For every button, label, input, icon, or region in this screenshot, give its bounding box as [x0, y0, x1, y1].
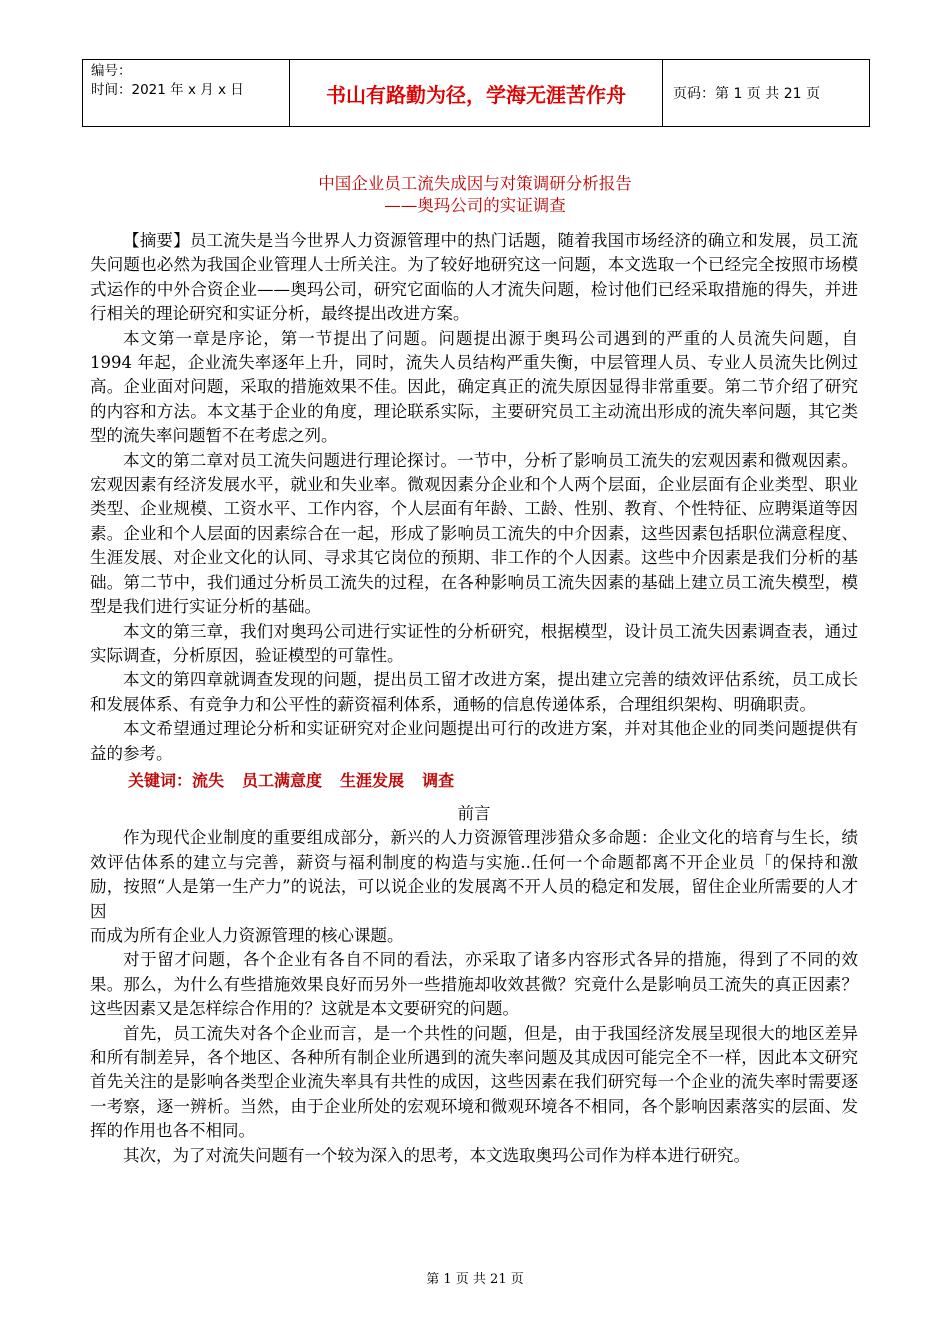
body-paragraph: 本文的第三章，我们对奥玛公司进行实证性的分析研究，根据模型，设计员工流失因素调查表，通过实际调查，分析原因，验证模型的可靠性。: [90, 621, 858, 665]
keyword: 生涯发展: [340, 770, 405, 790]
footer-page-number: 第 1 页 共 21 页: [426, 1272, 524, 1287]
body-paragraph: 本文希望通过理论分析和实证研究对企业问题提出可行的改进方案，并对其他企业的同类问题提供有益的参考。: [90, 719, 858, 763]
preface-paragraph-continued: 而成为所有企业人力资源管理的核心课题。: [90, 925, 404, 945]
document-body: [90, 229, 858, 1168]
preface-paragraph: 首先，员工流失对各个企业而言，是一个共性的问题，但是，由于我国经济发展呈现很大的地区差异和所有制差异，各个地区、各种所有制企业所遇到的流失率问题及其成因可能完全不一样，因此本文研究首先关注的是影响各类型企业流失率具有共性的成因，这些因素在我们研究每一个企业的流失率时需要逐一考察，逐一辨析。当然，由于企业所处的宏观环境和微观环境各不相同，各个影响因素落实的层面、发挥的作用也各不相同。: [90, 1023, 858, 1141]
header-meta-cell: [83, 60, 290, 127]
abstract-paragraph: 【摘要】员工流失是当今世界人力资源管理中的热门话题，随着我国市场经济的确立和发展，员工流失问题也必然为我国企业管理人士所关注。为了较好地研究这一问题，本文选取一个已经完全按照市场模式运作的中外合资企业——奥玛公司，研究它面临的人才流失问题，检讨他们已经采取措施的得失，并进行相关的理论研究和实证分析，最终提出改进方案。: [90, 231, 858, 324]
keywords-line: [90, 768, 858, 794]
keyword: 流失: [192, 770, 225, 790]
preface-heading: 前言: [457, 803, 491, 823]
document-title: 中国企业员工流失成因与对策调研分析报告: [318, 174, 632, 193]
header-table: [82, 59, 870, 127]
body-paragraph: 本文的第四章就调查发现的问题，提出员工留才改进方案，提出建立完善的绩效评估系统，员工成长和发展体系、有竞争力和公平性的薪资福利体系，通畅的信息传递体系，合理组织架构、明确职责。: [90, 670, 858, 714]
time-label: 时间：2021 年 x 月 x 日: [91, 82, 244, 98]
page-footer: [0, 1268, 950, 1287]
keywords-label: 关键词：: [128, 770, 193, 790]
body-paragraph: 本文第一章是序论，第一节提出了问题。问题提出源于奥玛公司遇到的严重的人员流失问题，自 1994 年起，企业流失率逐年上升，同时，流失人员结构严重失衡，中层管理人员、专业人员流失比例过高。企业面对问题，采取的措施效果不佳。因此，确定真正的流失原因显得非常重要。第二节介绍了研究的内容和方法。本文基于企业的角度，理论联系实际，主要研究员工主动流出形成的流失率问题，其它类型的流失率问题暂不在考虑之列。: [90, 328, 858, 446]
header-motto: 书山有路勤为径，学海无涯苦作舟: [290, 60, 663, 127]
document-subtitle: ——奥玛公司的实证调查: [384, 196, 566, 215]
keyword: 调查: [422, 770, 455, 790]
header-page-info: 页码：第 1 页 共 21 页: [663, 60, 870, 127]
preface-paragraph: 对于留才问题，各个企业有各自不同的看法，亦采取了诸多内容形式各异的措施，得到了不同的效果。那么，为什么有些措施效果良好而另外一些措施却收效甚微？究竟什么是影响员工流失的真正因素？这些因素又是怎样综合作用的？这就是本文要研究的问题。: [90, 950, 858, 1019]
preface-paragraph: 其次，为了对流失问题有一个较为深入的思考，本文选取奥玛公司作为样本进行研究。: [123, 1145, 750, 1165]
preface-paragraph: 作为现代企业制度的重要组成部分，新兴的人力资源管理涉猎众多命题：企业文化的培育与生长，绩效评估体系的建立与完善，薪资与福利制度的构造与实施..任何一个命题都离不开企业员「的保持和激励，按照“人是第一生产力”的说法，可以说企业的发展离不开人员的稳定和发展，留住企业所需要的人才因: [90, 828, 858, 921]
serial-label: 编号：: [91, 63, 132, 79]
keyword: 员工满意度: [242, 770, 323, 790]
body-paragraph: 本文的第二章对员工流失问题进行理论探讨。一节中，分析了影响员工流失的宏观因素和微观因素。宏观因素有经济发展水平，就业和失业率。微观因素分企业和个人两个层面，企业层面有企业类型、职业类型、企业规模、工资水平、工作内容，个人层面有年龄、工龄、性别、教育、个性特征、应聘渠道等因素。企业和个人层面的因素综合在一起，形成了影响员工流失的中介因素，这些因素包括职位满意程度、生涯发展、对企业文化的认同、寻求其它岗位的预期、非工作的个人因素。这些中介因素是我们分析的基础。第二节中，我们通过分析员工流失的过程，在各种影响员工流失因素的基础上建立员工流失模型，模型是我们进行实证分析的基础。: [90, 450, 858, 617]
